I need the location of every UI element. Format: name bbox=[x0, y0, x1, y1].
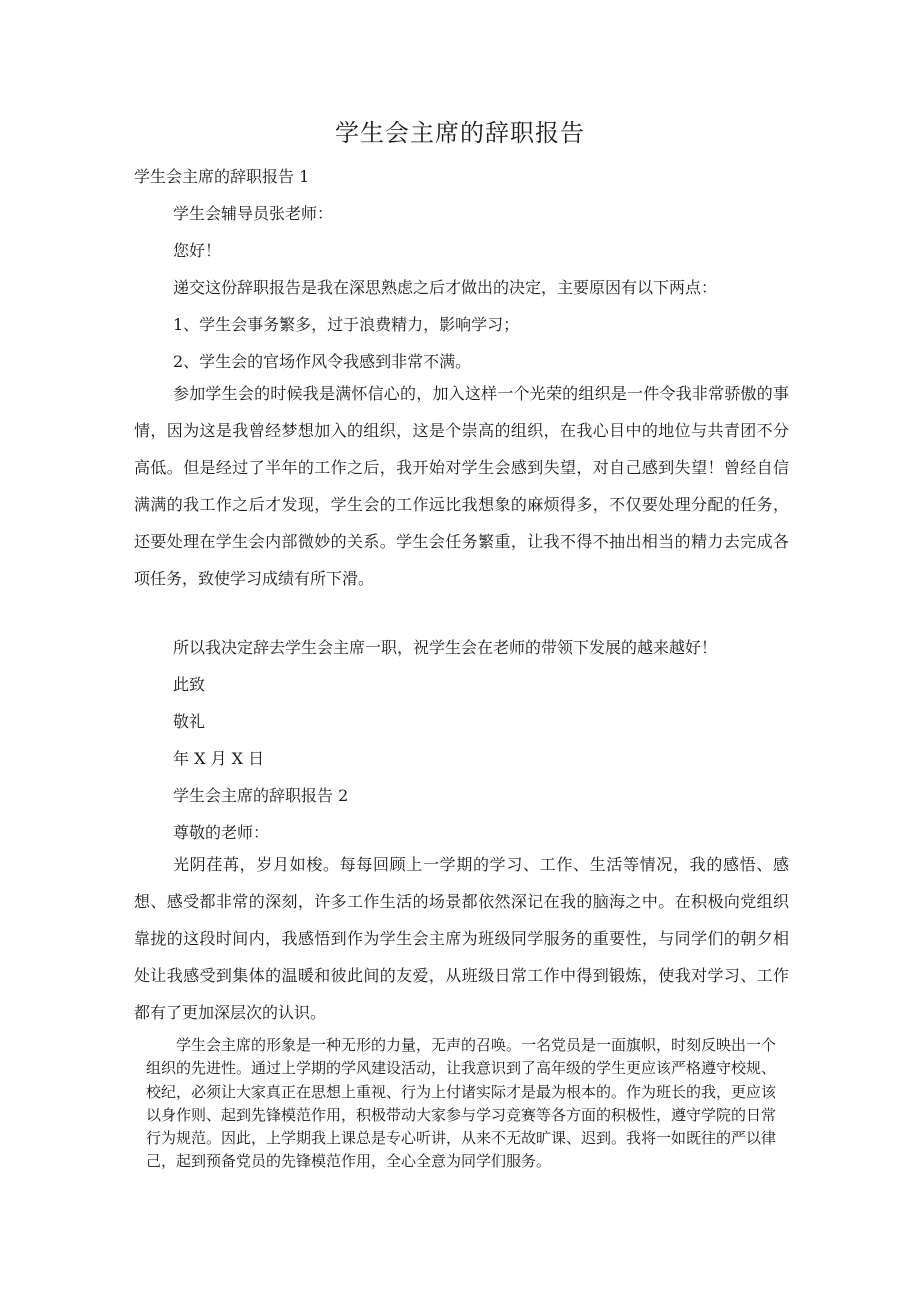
document-title: 学生会主席的辞职报告 bbox=[335, 119, 585, 147]
body-paragraph-3: 光阴荏苒，岁月如梭。每每回顾上一学期的学习、工作、生活等情况，我的感悟、感想、感受都非常的深刻，许多工作生活的场景都依然深记在我的脑海之中。在积极向党组织靠拢的这段时间内，我感悟到作为学生会主席为班级同学服务的重要性，与同学们的朝夕相处让我感受到集体的温暖和彼此间的友爱，从班级日常工作中得到锻炼，使我对学习、工作都有了更加深层次的认识。 bbox=[134, 855, 789, 1022]
section-2-heading: 学生会主席的辞职报告 2 bbox=[173, 786, 349, 805]
reason-2: 2、学生会的官场作风令我感到非常不满。 bbox=[173, 352, 472, 371]
greeting: 您好！ bbox=[173, 241, 222, 260]
body-paragraph-1: 参加学生会的时候我是满怀信心的，加入这样一个光荣的组织是一件令我非常骄傲的事情，因为这是我曾经梦想加入的组织，这是个崇高的组织，在我心目中的地位与共青团不分高低。但是经过了半年的工作之后，我开始对学生会感到失望，对自己感到失望！曾经自信满满的我工作之后才发现，学生会的工作远比我想象的麻烦得多，不仅要处理分配的任务，还要处理在学生会内部微妙的关系。学生会任务繁重，让我不得不抽出相当的精力去完成各项任务，致使学习成绩有所下滑。 bbox=[134, 384, 789, 588]
section-1-heading: 学生会主席的辞职报告 1 bbox=[134, 167, 310, 186]
closing-line-2: 敬礼 bbox=[173, 712, 206, 731]
reason-1: 1、学生会事务繁多，过于浪费精力，影响学习； bbox=[173, 315, 520, 334]
salutation-2: 尊敬的老师： bbox=[173, 823, 270, 842]
body-paragraph-2: 所以我决定辞去学生会主席一职，祝学生会在老师的带领下发展的越来越好！ bbox=[173, 638, 718, 657]
salutation-1: 学生会辅导员张老师： bbox=[173, 204, 334, 223]
body-paragraph-4: 学生会主席的形象是一种无形的力量，无声的召唤。一名党员是一面旗帜，时刻反映出一个组织的先进性。通过上学期的学风建设活动，让我意识到了高年级的学生更应该严格遵守校规、校纪，必须让大家真正在思想上重视、行为上付诸实际才是最为根本的。作为班长的我，更应该以身作则、起到先锋模范作用，积极带动大家参与学习竞赛等各方面的积极性，遵守学院的日常行为规范。因此，上学期我上课总是专心听讲，从来不无故旷课、迟到。我将一如既往的严以律己，起到预备党员的先锋模范作用，全心全意为同学们服务。 bbox=[146, 1036, 777, 1171]
date-line: 年 X 月 X 日 bbox=[173, 749, 265, 768]
closing-line-1: 此致 bbox=[173, 675, 206, 694]
intro-paragraph: 递交这份辞职报告是我在深思熟虑之后才做出的决定，主要原因有以下两点： bbox=[173, 278, 718, 297]
